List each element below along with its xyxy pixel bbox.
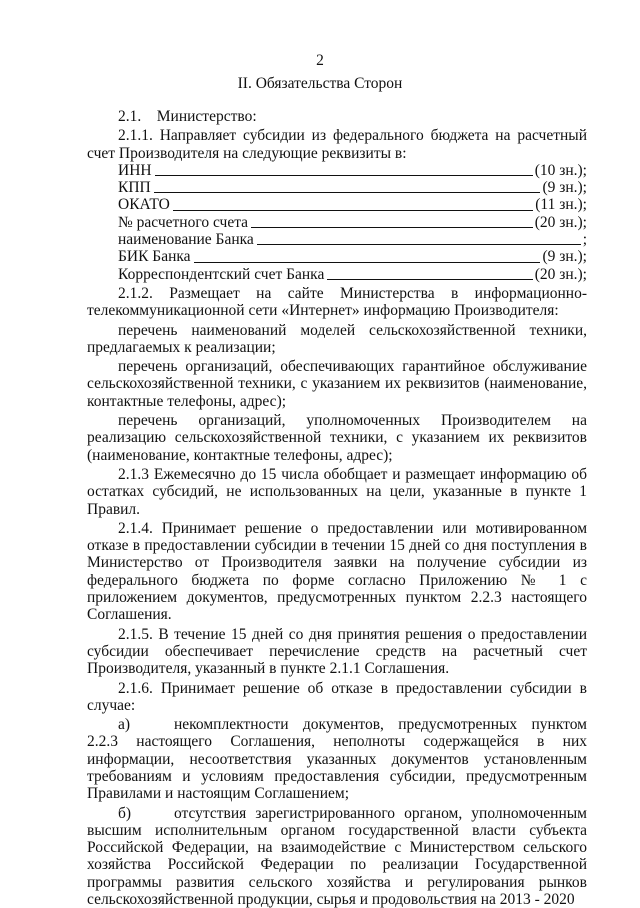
- field-unit: (20 зн.);: [534, 265, 587, 283]
- paragraph-2-1-2: 2.1.2. Размещает на сайте Министерства в информационно-телекоммуникационной сети «Интернет» информацию Производителя:: [87, 284, 587, 320]
- blank-line: [155, 174, 533, 176]
- paragraph-2-1-3: 2.1.3 Ежемесячно до 15 числа обобщает и размещает информацию об остатках субсидий, не использованных на цели, указанные в пункте 1 Правил.: [87, 465, 587, 518]
- blank-line: [257, 243, 581, 245]
- case-marker: б): [118, 804, 132, 822]
- list-item: перечень организаций, уполномоченных Производителем на реализацию сельскохозяйственной техники, с указанием их реквизитов (наименование, контактные телефоны, адрес);: [87, 412, 587, 464]
- paragraph-2-1: 2.1. Министерство:: [118, 108, 257, 125]
- blank-line: [173, 209, 533, 211]
- bank-details-fields: [87, 162, 587, 283]
- field-label: № расчетного счета: [118, 213, 249, 231]
- paragraph-2-1-6: 2.1.6. Принимает решение об отказе в предоставлении субсидии в случае:: [87, 679, 587, 714]
- blank-line: [327, 278, 532, 280]
- field-unit: ;: [582, 231, 587, 249]
- case-marker: а): [118, 716, 131, 734]
- paragraph-2-1-5: 2.1.5. В течение 15 дней со дня принятия решения о предоставлении субсидии обеспечивает перечисление средств на расчетный счет Производителя, указанный в пункте 2.1.1 Соглашения.: [87, 625, 587, 678]
- list-item: перечень организаций, обеспечивающих гарантийное обслуживание сельскохозяйственной техники, с указанием их реквизитов (наименование, контактные телефоны, адрес);: [87, 358, 587, 410]
- blank-line: [251, 226, 533, 228]
- section-title: II. Обязательства Сторон: [237, 75, 403, 92]
- field-unit: (11 зн.);: [535, 196, 587, 214]
- field-unit: (9 зн.);: [542, 179, 587, 197]
- field-bank-name: [118, 231, 587, 248]
- field-label: КПП: [118, 179, 151, 197]
- case-b: [87, 805, 587, 908]
- case-text: некомплектности документов, предусмотренных пунктом 2.2.3 настоящего Соглашения, неполноты содержащейся в них информации, несоответствия указанных документов установленным требованиям и условиям предоставления субсидии, предусмотренным Правилами и настоящим Соглашением;: [87, 716, 587, 803]
- field-label: ИНН: [118, 161, 152, 179]
- field-label: БИК Банка: [118, 248, 191, 266]
- paragraph-2-1-4: 2.1.4. Принимает решение о предоставлении или мотивированном отказе в предоставлении субсидии в течении 15 дней со дня поступления в Министерство от Производителя заявки на получение субсидии из федерального бюджета по форме согласно Приложению № 1 с приложением документов, предусмотренных пунктом 2.2.3 настоящего Соглашения.: [87, 519, 587, 624]
- field-okato: [118, 196, 587, 213]
- field-account-number: [118, 214, 587, 231]
- field-inn: [118, 162, 587, 179]
- blank-line: [194, 261, 541, 263]
- page-number: 2: [316, 52, 324, 69]
- list-item: перечень наименований моделей сельскохозяйственной техники, предлагаемых к реализации;: [87, 321, 587, 356]
- field-bik: [118, 248, 587, 265]
- field-label: Корреспондентский счет Банка: [118, 265, 325, 283]
- field-unit: (10 зн.);: [534, 161, 587, 179]
- field-unit: (20 зн.);: [534, 213, 587, 231]
- field-unit: (9 зн.);: [542, 248, 587, 266]
- field-label: ОКАТО: [118, 196, 170, 214]
- blank-line: [154, 191, 541, 193]
- paragraph-2-1-1: 2.1.1. Направляет субсидии из федерального бюджета на расчетный счет Производителя на следующие реквизиты в:: [87, 127, 587, 162]
- case-a: [87, 716, 587, 802]
- field-kpp: [118, 179, 587, 196]
- case-text: отсутствия зарегистрированного органом, уполномоченным высшим исполнительным органом государственной власти субъекта Российской Федерации, на взаимодействие с Министерством сельского хозяйства Российской Федерации по реализации Государственной программы развития сельского хозяйства и регулирования рынков сельскохозяйственной продукции, сырья и продовольствия на 2013 - 2020: [87, 804, 587, 908]
- field-label: наименование Банка: [118, 231, 254, 249]
- document-body: [87, 108, 587, 908]
- field-corr-account: [118, 266, 587, 283]
